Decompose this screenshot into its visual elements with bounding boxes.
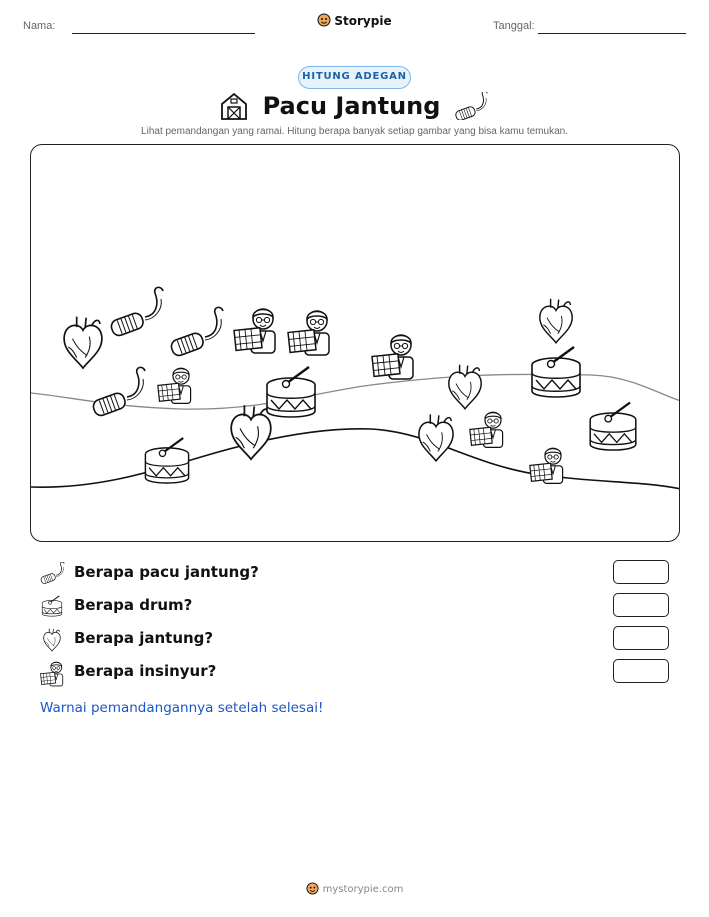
scene-drum [267, 367, 315, 417]
scene-pacemaker [109, 287, 163, 337]
heart-icon [40, 628, 64, 652]
page-title: Pacu Jantung [262, 92, 441, 120]
scene-heart [449, 365, 481, 409]
scene-pacemaker [91, 367, 145, 417]
scene-hill-line [31, 374, 680, 409]
scene-engineer [234, 309, 275, 353]
scene-heart [64, 317, 102, 368]
question-text: Berapa drum? [74, 596, 193, 614]
instructions: Lihat pemandangan yang ramai. Hitung berapa banyak setiap gambar yang bisa kamu temukan. [141, 126, 568, 137]
pacemaker-icon [40, 562, 66, 584]
scene-pacemaker [169, 307, 223, 357]
barn-icon [219, 92, 249, 120]
scene-engineer [372, 335, 413, 379]
footer-url[interactable]: mystorypie.com [322, 884, 404, 895]
storypie-logo-icon [306, 882, 319, 895]
coloring-note: Warnai pemandangannya setelah selesai! [40, 700, 324, 716]
counting-scene [30, 144, 680, 542]
date-line[interactable] [538, 33, 686, 34]
scene-heart [540, 299, 572, 343]
scene-heart [419, 414, 453, 461]
pacemaker-icon [454, 92, 490, 120]
answer-box[interactable] [613, 593, 669, 617]
title-row [0, 92, 709, 120]
scene-engineer [530, 448, 563, 483]
scene-drum [532, 347, 580, 397]
question-row [40, 626, 670, 654]
name-line[interactable] [72, 33, 255, 34]
drum-icon [40, 595, 64, 617]
date-label: Tanggal: [493, 20, 535, 32]
question-text: Berapa insinyur? [74, 662, 217, 680]
question-row [40, 659, 670, 687]
activity-badge: HITUNG ADEGAN [298, 66, 411, 89]
scene-heart [231, 405, 271, 459]
scene-engineer [288, 311, 329, 355]
scene-drum [590, 403, 636, 451]
storypie-logo-icon [317, 13, 331, 27]
scene-ground-line [31, 429, 680, 489]
question-row [40, 560, 670, 588]
answer-box[interactable] [613, 626, 669, 650]
scene-engineer [158, 368, 191, 403]
answer-box[interactable] [613, 560, 669, 584]
question-text: Berapa pacu jantung? [74, 563, 259, 581]
brand-logo [0, 13, 709, 28]
name-label: Nama: [23, 20, 56, 32]
question-text: Berapa jantung? [74, 629, 214, 647]
engineer-icon [40, 661, 66, 687]
scene-engineer [470, 412, 503, 447]
question-row [40, 593, 670, 621]
footer [0, 882, 709, 895]
brand-name: Storypie [334, 14, 392, 28]
scene-drum [145, 438, 188, 483]
answer-box[interactable] [613, 659, 669, 683]
